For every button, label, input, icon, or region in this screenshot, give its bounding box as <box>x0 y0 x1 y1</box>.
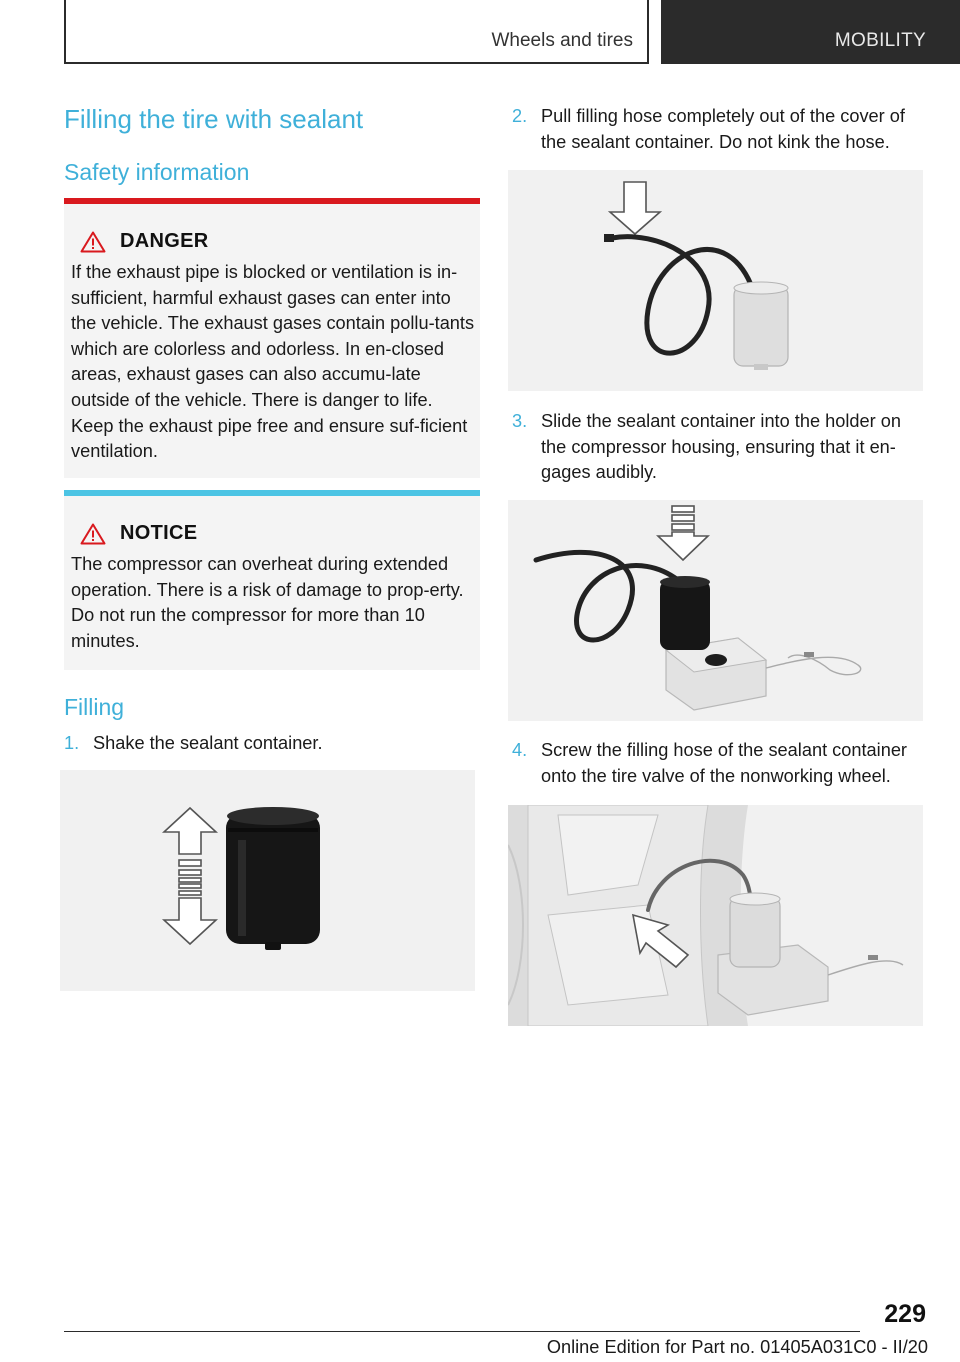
footer-edition: Online Edition for Part no. 01405A031C0 - II/20 <box>546 1337 928 1357</box>
notice-title: NOTICE <box>120 522 198 544</box>
filling-hose <box>536 552 678 640</box>
illustration-connect-tire-valve <box>508 805 923 1026</box>
header-frame <box>64 0 649 64</box>
safety-heading: Safety information <box>64 159 250 185</box>
down-arrow-icon <box>610 182 660 234</box>
step-text: Shake the sealant container. <box>93 733 323 753</box>
warning-triangle-icon <box>80 231 106 253</box>
step-number: 3. <box>512 411 528 431</box>
filling-hose <box>612 237 753 353</box>
step-2 <box>512 104 928 155</box>
step-number: 2. <box>512 106 528 126</box>
danger-header <box>80 230 208 253</box>
page-title: Filling the tire with sealant <box>64 104 364 134</box>
danger-box <box>64 198 480 478</box>
illustration-pull-hose <box>508 170 923 391</box>
chapter-title: MOBILITY <box>834 30 926 51</box>
sealant-container-icon <box>734 282 788 370</box>
chapter-tab <box>661 0 960 64</box>
illustration-shake-container <box>60 770 475 991</box>
step-number: 4. <box>512 740 528 760</box>
illustration-insert-container <box>508 500 923 721</box>
double-arrow-icon <box>164 808 216 944</box>
step-4 <box>512 738 932 789</box>
notice-header <box>80 522 197 545</box>
step-text: Pull filling hose completely out of the cover of the sealant container. Do not kink the hose. <box>541 106 905 152</box>
notice-box <box>64 490 480 670</box>
filling-heading: Filling <box>64 694 125 720</box>
down-arrow-icon <box>658 506 708 560</box>
sealant-container-icon <box>226 807 320 950</box>
step-text: Slide the sealant container into the holder on the compressor housing, ensuring that it en-gages audibly. <box>541 411 901 483</box>
section-title: Wheels and tires <box>491 30 633 51</box>
footer-divider <box>64 1331 860 1332</box>
danger-text: If the exhaust pipe is blocked or ventilation is in-sufficient, harmful exhaust gases can enter into the vehicle. The exhaust gases contain pollu-tants which are colorless and odorless. In en-closed areas, exhaust gases can also accumu-late outside of the vehicle. There is danger to life. Keep the exhaust pipe free and ensure suf-ficient ventilation. <box>71 262 475 462</box>
sealant-container-icon <box>660 576 710 650</box>
wheel-icon <box>508 805 748 1026</box>
step-number: 1. <box>64 733 80 753</box>
page-number: 229 <box>884 1300 926 1328</box>
danger-title: DANGER <box>120 230 209 252</box>
warning-triangle-icon <box>80 523 106 545</box>
step-1 <box>64 731 474 757</box>
notice-text: The compressor can overheat during extended operation. There is a risk of damage to prop-erty. Do not run the compressor for more than 10 minutes. <box>71 554 464 651</box>
step-3 <box>512 409 928 486</box>
step-text: Screw the filling hose of the sealant container onto the tire valve of the nonworking wheel. <box>541 740 907 786</box>
sealant-container-icon <box>730 893 780 967</box>
